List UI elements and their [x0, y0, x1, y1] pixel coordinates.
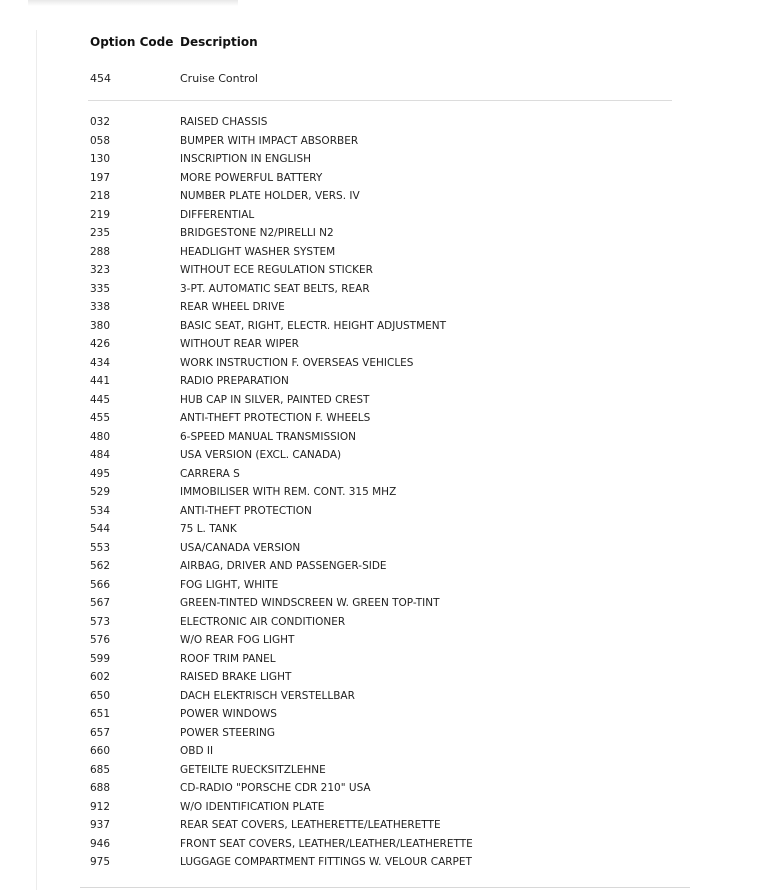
table-row — [90, 261, 690, 280]
option-code: 553 — [90, 541, 111, 554]
option-description: DACH ELEKTRISCH VERSTELLBAR — [180, 689, 355, 702]
option-code: 946 — [90, 837, 111, 850]
option-description: ROOF TRIM PANEL — [180, 652, 276, 665]
table-row — [90, 594, 690, 613]
option-code: 426 — [90, 338, 111, 351]
table-row — [90, 761, 690, 780]
table-row — [90, 520, 690, 539]
option-description: BASIC SEAT, RIGHT, ELECTR. HEIGHT ADJUSTMENT — [180, 319, 447, 332]
table-row — [90, 687, 690, 706]
table-row — [90, 224, 690, 243]
table-row — [90, 816, 690, 835]
table-row — [90, 502, 690, 521]
table-row — [90, 557, 690, 576]
option-description: REAR WHEEL DRIVE — [180, 301, 285, 314]
table-header — [90, 33, 690, 51]
table-row — [90, 335, 690, 354]
option-code: 445 — [90, 393, 111, 406]
option-code: 480 — [90, 430, 111, 443]
option-code: 441 — [90, 375, 111, 388]
option-code: 544 — [90, 523, 111, 536]
page-bottom-rule — [80, 887, 690, 888]
option-description: W/O IDENTIFICATION PLATE — [180, 800, 325, 813]
option-description: WITHOUT REAR WIPER — [180, 338, 299, 351]
option-description: GETEILTE RUECKSITZLEHNE — [180, 763, 326, 776]
option-code: 975 — [90, 856, 111, 869]
option-code: 338 — [90, 301, 111, 314]
section-divider — [88, 100, 672, 101]
option-description: USA/CANADA VERSION — [180, 541, 301, 554]
column-header-description: Description — [180, 35, 258, 49]
option-code: 434 — [90, 356, 111, 369]
table-row — [90, 650, 690, 669]
table-row — [90, 243, 690, 262]
option-description: OBD II — [180, 745, 214, 758]
option-code: 576 — [90, 634, 111, 647]
table-row — [90, 446, 690, 465]
option-code: 218 — [90, 190, 111, 203]
table-row — [90, 465, 690, 484]
option-code: 573 — [90, 615, 111, 628]
option-code: 529 — [90, 486, 111, 499]
table-row — [90, 853, 690, 872]
option-code: 912 — [90, 800, 111, 813]
option-description: RAISED BRAKE LIGHT — [180, 671, 292, 684]
option-list — [90, 113, 690, 872]
option-description: USA VERSION (EXCL. CANADA) — [180, 449, 342, 462]
option-description: POWER WINDOWS — [180, 708, 277, 721]
option-code: 484 — [90, 449, 111, 462]
scan-top-edge — [28, 0, 238, 6]
option-code: 937 — [90, 819, 111, 832]
option-code: 567 — [90, 597, 111, 610]
option-description: FRONT SEAT COVERS, LEATHER/LEATHER/LEATHERETTE — [180, 837, 473, 850]
option-description: RAISED CHASSIS — [180, 116, 268, 129]
option-description: DIFFERENTIAL — [180, 208, 255, 221]
option-code: 566 — [90, 578, 111, 591]
option-code: 660 — [90, 745, 111, 758]
option-code: 032 — [90, 116, 111, 129]
option-description: ANTI-THEFT PROTECTION F. WHEELS — [180, 412, 371, 425]
option-code: 599 — [90, 652, 111, 665]
option-code-table — [90, 33, 690, 872]
table-row — [90, 798, 690, 817]
option-description: CARRERA S — [180, 467, 240, 480]
option-description: BUMPER WITH IMPACT ABSORBER — [180, 134, 359, 147]
table-row — [90, 705, 690, 724]
feature-row — [90, 70, 690, 86]
table-row — [90, 132, 690, 151]
option-description: REAR SEAT COVERS, LEATHERETTE/LEATHERETTE — [180, 819, 441, 832]
option-code: 130 — [90, 153, 111, 166]
feature-code: 454 — [90, 71, 111, 85]
table-row — [90, 317, 690, 336]
option-description: 75 L. TANK — [180, 523, 237, 536]
option-description: BRIDGESTONE N2/PIRELLI N2 — [180, 227, 334, 240]
option-code: 058 — [90, 134, 111, 147]
table-row — [90, 298, 690, 317]
table-row — [90, 150, 690, 169]
table-row — [90, 169, 690, 188]
table-row — [90, 187, 690, 206]
option-code: 688 — [90, 782, 111, 795]
option-code: 602 — [90, 671, 111, 684]
option-description: GREEN-TINTED WINDSCREEN W. GREEN TOP-TINT — [180, 597, 440, 610]
table-row — [90, 631, 690, 650]
option-code: 657 — [90, 726, 111, 739]
option-description: 3-PT. AUTOMATIC SEAT BELTS, REAR — [180, 282, 370, 295]
table-row — [90, 668, 690, 687]
table-row — [90, 354, 690, 373]
option-code: 197 — [90, 171, 111, 184]
option-description: ANTI-THEFT PROTECTION — [180, 504, 312, 517]
option-description: 6-SPEED MANUAL TRANSMISSION — [180, 430, 356, 443]
option-description: CD-RADIO "PORSCHE CDR 210" USA — [180, 782, 371, 795]
option-code: 235 — [90, 227, 111, 240]
option-description: INSCRIPTION IN ENGLISH — [180, 153, 312, 166]
option-description: AIRBAG, DRIVER AND PASSENGER-SIDE — [180, 560, 387, 573]
option-description: IMMOBILISER WITH REM. CONT. 315 MHZ — [180, 486, 397, 499]
table-row — [90, 409, 690, 428]
option-description: W/O REAR FOG LIGHT — [180, 634, 295, 647]
table-row — [90, 280, 690, 299]
table-row — [90, 206, 690, 225]
option-description: HEADLIGHT WASHER SYSTEM — [180, 245, 336, 258]
table-row — [90, 576, 690, 595]
option-description: HUB CAP IN SILVER, PAINTED CREST — [180, 393, 370, 406]
column-header-option-code: Option Code — [90, 35, 174, 49]
table-row — [90, 613, 690, 632]
table-row — [90, 779, 690, 798]
table-row — [90, 835, 690, 854]
option-code: 534 — [90, 504, 111, 517]
option-description: WORK INSTRUCTION F. OVERSEAS VEHICLES — [180, 356, 414, 369]
table-row — [90, 372, 690, 391]
option-code: 651 — [90, 708, 111, 721]
option-code: 219 — [90, 208, 111, 221]
option-code: 288 — [90, 245, 111, 258]
option-code: 335 — [90, 282, 111, 295]
option-description: FOG LIGHT, WHITE — [180, 578, 279, 591]
table-row — [90, 724, 690, 743]
table-row — [90, 742, 690, 761]
table-row — [90, 113, 690, 132]
table-row — [90, 428, 690, 447]
table-row — [90, 391, 690, 410]
feature-description: Cruise Control — [180, 71, 258, 85]
option-code: 650 — [90, 689, 111, 702]
option-code: 323 — [90, 264, 111, 277]
option-code: 495 — [90, 467, 111, 480]
option-description: RADIO PREPARATION — [180, 375, 289, 388]
option-code: 685 — [90, 763, 111, 776]
table-row — [90, 483, 690, 502]
option-description: ELECTRONIC AIR CONDITIONER — [180, 615, 346, 628]
option-description: LUGGAGE COMPARTMENT FITTINGS W. VELOUR CARPET — [180, 856, 472, 869]
option-code: 455 — [90, 412, 111, 425]
option-code: 380 — [90, 319, 111, 332]
table-row — [90, 539, 690, 558]
option-description: NUMBER PLATE HOLDER, VERS. IV — [180, 190, 360, 203]
option-description: MORE POWERFUL BATTERY — [180, 171, 323, 184]
option-description: WITHOUT ECE REGULATION STICKER — [180, 264, 373, 277]
option-description: POWER STEERING — [180, 726, 275, 739]
option-code: 562 — [90, 560, 111, 573]
page-left-edge — [36, 30, 37, 890]
